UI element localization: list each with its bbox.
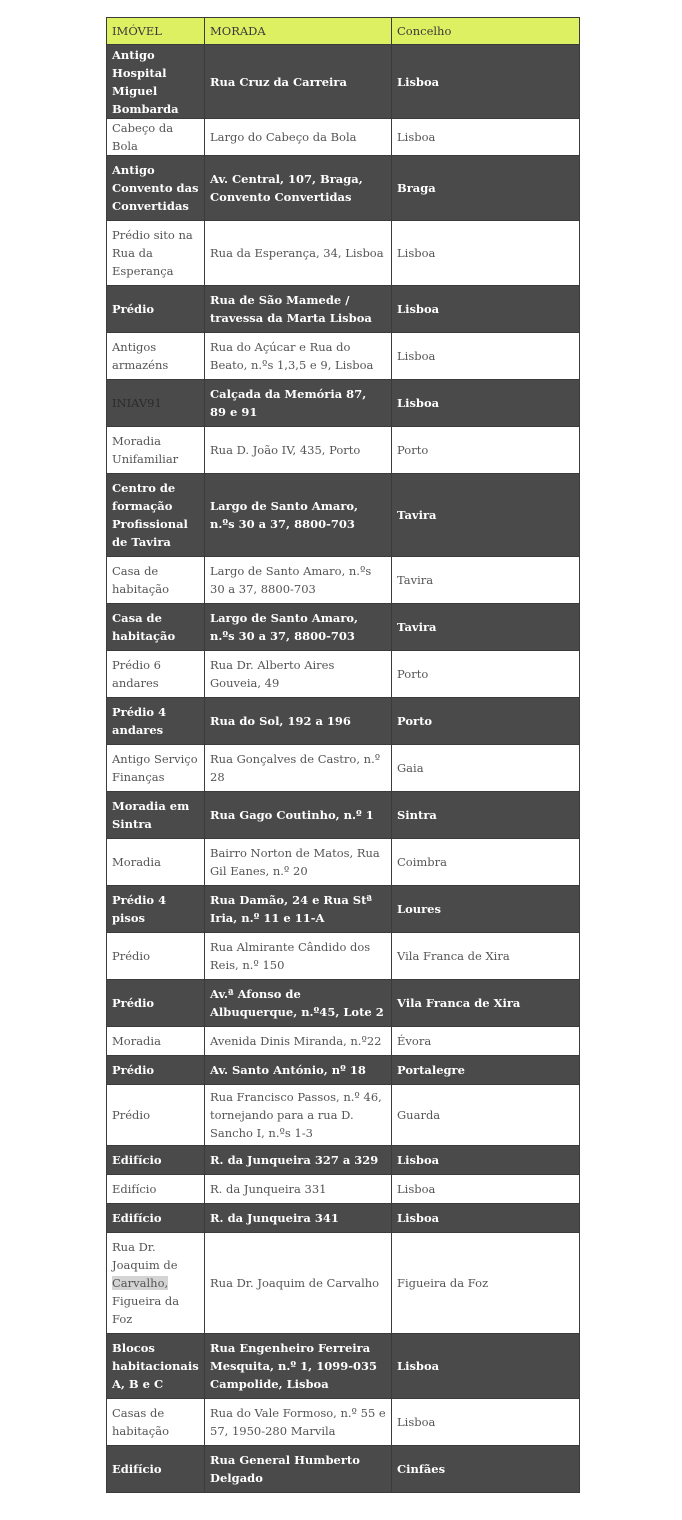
cell-morada: Rua do Sol, 192 a 196 [205,698,392,745]
cell-morada: Rua Francisco Passos, n.º 46, tornejando para a rua D. Sancho I, n.ºs 1-3 [205,1085,392,1146]
table-row [107,886,580,933]
cell-imovel: Prédio [107,1085,205,1146]
header-imovel: IMÓVEL [107,18,205,45]
cell-morada: Rua de São Mamede / travessa da Marta Lisboa [205,286,392,333]
cell-imovel: Cabeço da Bola [107,119,205,156]
cell-concelho: Évora [392,1027,580,1056]
table-header-row [107,18,580,45]
cell-morada: R. da Junqueira 341 [205,1204,392,1233]
header-morada: MORADA [205,18,392,45]
cell-imovel: Edifício [107,1204,205,1233]
selected-text-highlight: Carvalho, [112,1276,169,1290]
table-row [107,1233,580,1334]
cell-morada: Av. Santo António, nº 18 [205,1056,392,1085]
table-row [107,1056,580,1085]
cell-concelho: Lisboa [392,1175,580,1204]
cell-imovel [107,1233,205,1334]
cell-morada: Av. Central, 107, Braga, Convento Convertidas [205,156,392,221]
cell-imovel: Moradia [107,1027,205,1056]
cell-imovel: Moradia em Sintra [107,792,205,839]
cell-morada: Rua Dr. Alberto Aires Gouveia, 49 [205,651,392,698]
cell-morada: Rua Engenheiro Ferreira Mesquita, n.º 1, 1099-035 Campolide, Lisboa [205,1334,392,1399]
cell-concelho: Lisboa [392,1334,580,1399]
cell-morada: Av.ª Afonso de Albuquerque, n.º45, Lote 2 [205,980,392,1027]
cell-concelho: Loures [392,886,580,933]
table-row [107,1446,580,1493]
cell-concelho: Gaia [392,745,580,792]
cell-concelho: Lisboa [392,119,580,156]
table-row [107,745,580,792]
table-row [107,839,580,886]
cell-imovel: Prédio [107,933,205,980]
cell-imovel: Antigo Convento das Convertidas [107,156,205,221]
cell-imovel: Casa de habitação [107,604,205,651]
cell-concelho: Porto [392,427,580,474]
cell-morada: Largo do Cabeço da Bola [205,119,392,156]
cell-imovel: Casas de habitação [107,1399,205,1446]
cell-morada: Rua Cruz da Carreira [205,45,392,119]
cell-concelho: Porto [392,651,580,698]
cell-text-after: Figueira da Foz [112,1294,180,1326]
cell-imovel: INIAV91 [107,380,205,427]
table-row [107,1399,580,1446]
cell-morada: Rua Almirante Cândido dos Reis, n.º 150 [205,933,392,980]
cell-concelho: Figueira da Foz [392,1233,580,1334]
cell-imovel: Prédio [107,980,205,1027]
cell-morada: Rua D. João IV, 435, Porto [205,427,392,474]
table-row [107,45,580,119]
table-row [107,933,580,980]
cell-morada: Largo de Santo Amaro, n.ºs 30 a 37, 8800-703 [205,474,392,557]
cell-concelho: Lisboa [392,1146,580,1175]
table-row [107,1085,580,1146]
cell-imovel: Prédio 4 pisos [107,886,205,933]
cell-imovel: Casa de habitação [107,557,205,604]
cell-concelho: Tavira [392,604,580,651]
cell-imovel: Edifício [107,1146,205,1175]
cell-imovel: Prédio 4 andares [107,698,205,745]
cell-imovel: Antigos armazéns [107,333,205,380]
table-row [107,380,580,427]
cell-concelho: Vila Franca de Xira [392,980,580,1027]
cell-imovel: Antigo Serviço Finanças [107,745,205,792]
cell-morada: Rua da Esperança, 34, Lisboa [205,221,392,286]
cell-imovel: Antigo Hospital Miguel Bombarda [107,45,205,119]
cell-imovel: Prédio [107,286,205,333]
cell-morada: Rua General Humberto Delgado [205,1446,392,1493]
table-row [107,557,580,604]
cell-imovel: Moradia [107,839,205,886]
cell-concelho: Lisboa [392,45,580,119]
cell-concelho: Tavira [392,474,580,557]
cell-concelho: Lisboa [392,221,580,286]
table-row [107,1334,580,1399]
cell-imovel: Prédio sito na Rua da Esperança [107,221,205,286]
cell-concelho: Lisboa [392,380,580,427]
cell-concelho: Vila Franca de Xira [392,933,580,980]
cell-morada: Rua Damão, 24 e Rua Stª Iria, n.º 11 e 11-A [205,886,392,933]
cell-concelho: Braga [392,156,580,221]
cell-morada: Rua do Açúcar e Rua do Beato, n.ºs 1,3,5 e 9, Lisboa [205,333,392,380]
table-row [107,286,580,333]
cell-concelho: Guarda [392,1085,580,1146]
cell-concelho: Coimbra [392,839,580,886]
table-row [107,792,580,839]
cell-text-before: Rua Dr. Joaquim de [112,1240,178,1272]
cell-morada: Rua Gonçalves de Castro, n.º 28 [205,745,392,792]
cell-imovel: Prédio [107,1056,205,1085]
table-row [107,980,580,1027]
cell-imovel: Blocos habitacionais A, B e C [107,1334,205,1399]
cell-morada: Calçada da Memória 87, 89 e 91 [205,380,392,427]
table-row [107,1146,580,1175]
table-row [107,1204,580,1233]
cell-morada: Largo de Santo Amaro, n.ºs 30 a 37, 8800-703 [205,557,392,604]
cell-concelho: Sintra [392,792,580,839]
cell-concelho: Lisboa [392,333,580,380]
cell-concelho: Lisboa [392,1204,580,1233]
table-row [107,1175,580,1204]
cell-morada: Avenida Dinis Miranda, n.º22 [205,1027,392,1056]
table-row [107,604,580,651]
cell-concelho: Lisboa [392,286,580,333]
header-concelho: Concelho [392,18,580,45]
cell-concelho: Lisboa [392,1399,580,1446]
table-row [107,651,580,698]
table-row [107,474,580,557]
cell-imovel: Prédio 6 andares [107,651,205,698]
cell-morada: Largo de Santo Amaro, n.ºs 30 a 37, 8800-703 [205,604,392,651]
cell-imovel: Edifício [107,1446,205,1493]
cell-imovel: Edifício [107,1175,205,1204]
table-row [107,333,580,380]
table-row [107,221,580,286]
cell-imovel: Centro de formação Profissional de Tavira [107,474,205,557]
cell-concelho: Portalegre [392,1056,580,1085]
cell-morada: Rua Dr. Joaquim de Carvalho [205,1233,392,1334]
cell-concelho: Porto [392,698,580,745]
cell-morada: Rua do Vale Formoso, n.º 55 e 57, 1950-280 Marvila [205,1399,392,1446]
cell-imovel: Moradia Unifamiliar [107,427,205,474]
table-row [107,119,580,156]
cell-concelho: Cinfães [392,1446,580,1493]
cell-morada: R. da Junqueira 331 [205,1175,392,1204]
table-row [107,427,580,474]
cell-morada: R. da Junqueira 327 a 329 [205,1146,392,1175]
table-row [107,156,580,221]
table-row [107,698,580,745]
cell-concelho: Tavira [392,557,580,604]
table-row [107,1027,580,1056]
cell-morada: Rua Gago Coutinho, n.º 1 [205,792,392,839]
cell-morada: Bairro Norton de Matos, Rua Gil Eanes, n.º 20 [205,839,392,886]
property-table [106,17,580,1493]
